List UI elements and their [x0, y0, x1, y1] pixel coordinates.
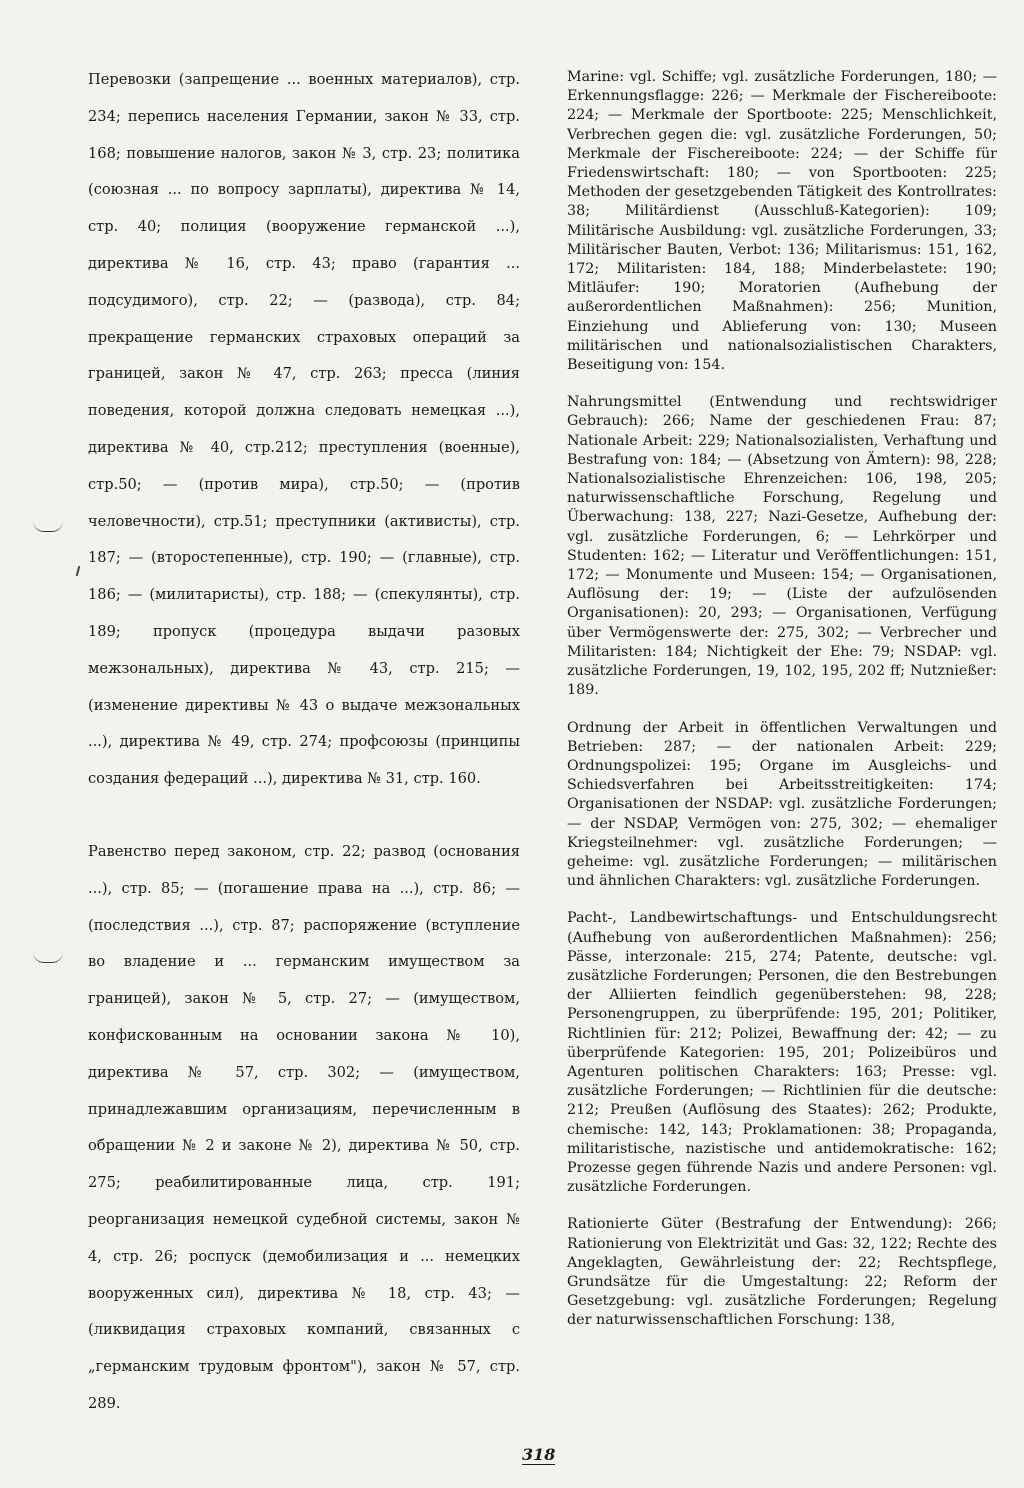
right-column-german-index [567, 68, 997, 1331]
margin-pencil-mark [33, 952, 63, 963]
index-paragraph-p-german: Pacht-, Landbewirtschaftungs- und Entschuldungsrecht (Aufhebung von außerordentlichen Maßnahmen): 256; Pässe, interzonale: 215, 274; Patente, deutsche: vgl. zusätzliche Forderungen; Personen, die den Bestrebungen der Alliierten feindlich gegenüberstehen: 98, 228; Personengruppen, zu überprüfende: 195, 201; Politiker, Richtlinien für: 212; Polizei, Bewaffnung der: 42; — zu überprüfende Kategorien: 195, 201; Polizeibüros und Agenturen politischen Charakters: 163; Presse: vgl. zusätzliche Forderungen; — Richtlinien für die deutsche: 212; Preußen (Auflösung des Staates): 262; Produkte, chemische: 142, 143; Proklamationen: 38; Propaganda, militaristische, nazistische und antidemokratische: 162; Prozesse gegen führende Nazis und andere Personen: vgl. zusätzliche Forderungen. [567, 910, 997, 1196]
margin-pencil-mark [33, 521, 63, 532]
index-paragraph-r-german: Rationierte Güter (Bestrafung der Entwendung): 266; Rationierung von Elektrizität und Gas: 32, 122; Rechte des Angeklagten, Gewährleistung der: 22; Rechtspflege, Grundsätze für die Umgestaltung: 22; Reform der Gesetzgebung: vgl. zusätzliche Forderungen; Regelung der naturwissenschaftlichen Forschung: 138, [567, 1216, 997, 1329]
index-paragraph-o: Ordnung der Arbeit in öffentlichen Verwaltungen und Betrieben: 287; — der nationalen Arbeit: 229; Ordnungspolizei: 195; Organe im Ausgleichs- und Schiedsverfahren bei Arbeitsstreitigkeiten: 174; Organisationen der NSDAP: vgl. zusätzliche Forderungen; — der NSDAP, Vermögen von: 275, 302; — ehemaliger Kriegsteilnehmer: vgl. zusätzliche Forderungen; — geheime: vgl. zusätzliche Forderungen; — militärischen und ähnlichen Charakters: vgl. zusätzliche Forderungen. [567, 719, 997, 890]
index-paragraph-r: Равенство перед законом, стр. 22; развод (основания ...), стр. 85; — (погашение права на ...), стр. 86; — (последствия ...), стр. 87; распоряжение (вступление во владение и ... германским имуществом за границей), закон № 5, стр. 27; — (имуществом, конфискованным на основании закона № 10), директива № 57, стр. 302; — (имуществом, принадлежавшим организациям, перечисленным в обращении № 2 и законе № 2), директива № 50, стр. 275; реабилитированные лица, стр. 191; реорганизация немецкой судебной системы, закон № 4, стр. 26; роспуск (демобилизация и ... немецких вооруженных сил), директива № 18, стр. 43; — (ликвидация страховых компаний, связанных с „германским трудовым фронтом"), закон № 57, стр. 289. [88, 842, 520, 1412]
page-number: 318 [522, 1445, 556, 1464]
index-paragraph-p: Перевозки (запрещение ... военных материалов), стр. 234; перепись населения Германии, закон № 33, стр. 168; повышение налогов, закон № 3, стр. 23; политика (союзная ... по вопросу зарплаты), директива № 14, стр. 40; полиция (вооружение германской ...), директива № 16, стр. 43; право (гарантия ... подсудимого), стр. 22; — (развода), стр. 84; прекращение германских страховых операций за границей, закон № 47, стр. 263; пресса (линия поведения, которой должна следовать немецкая ...), директива № 40, стр.212; преступления (военные), стр.50; — (против мира), стр.50; — (против человечности), стр.51; преступники (активисты), стр. 187; — (второстепенные), стр. 190; — (главные), стр. 186; — (милитаристы), стр. 188; — (спекулянты), стр. 189; пропуск (процедура выдачи разовых межзональных), директива № 43, стр. 215; — (изменение директивы № 43 о выдаче межзональных ...), директива № 49, стр. 274; профсоюзы (принципы создания федераций ...), директива № 31, стр. 160. [88, 71, 520, 788]
index-paragraph-n: Nahrungsmittel (Entwendung und rechtswidriger Gebrauch): 266; Name der geschiedenen Frau: 87; Nationale Arbeit: 229; Nationalsozialisten, Verhaftung und Bestrafung von: 184; — (Absetzung von Ämtern): 98, 228; Nationalsozialistische Ehrenzeichen: 106, 198, 205; naturwissenschaftliche Forschung, Regelung und Überwachung: 138, 227; Nazi-Gesetze, Aufhebung der: vgl. zusätzliche Forderungen, 6; — Lehrkörper und Studenten: 162; — Literatur und Veröffentlichungen: 151, 172; — Monumente und Museen: 154; — Organisationen, Auflösung der: 19; — (Liste der aufzulösenden Organisationen): 20, 293; — Organisationen, Verfügung über Vermögenswerte der: 275, 302; — Verbrecher und Militaristen: 184; Nichtigkeit der Ehe: 79; NSDAP: vgl. zusätzliche Forderungen, 19, 102, 195, 202 ff; Nutznießer: 189. [567, 394, 997, 699]
index-paragraph-m: Marine: vgl. Schiffe; vgl. zusätzliche Forderungen, 180; — Erkennungsflagge: 226; — Merkmale der Fischereiboote: 224; — Merkmale der Sportboote: 225; Menschlichkeit, Verbrechen gegen die: vgl. zusätzliche Forderungen, 50; Merkmale der Fischereiboote: 224; — der Schiffe für Friedenswirtschaft: 180; — von Sportbooten: 225; Methoden der gesetzgebenden Tätigkeit des Kontrollrates: 38; Militärdienst (Ausschluß-Kategorien): 109; Militärische Ausbildung: vgl. zusätzliche Forderungen, 33; Militärischer Bauten, Verbot: 136; Militarismus: 151, 162, 172; Militaristen: 184, 188; Minderbelastete: 190; Mitläufer: 190; Moratorien (Aufhebung der außerordentlichen Maßnahmen): 256; Munition, Einziehung und Ablieferung von: 130; Museen militärischen und nationalsozialistischen Charakters, Beseitigung von: 154. [567, 69, 997, 374]
left-column-russian-index [88, 62, 520, 1423]
margin-tick-mark [76, 566, 81, 576]
